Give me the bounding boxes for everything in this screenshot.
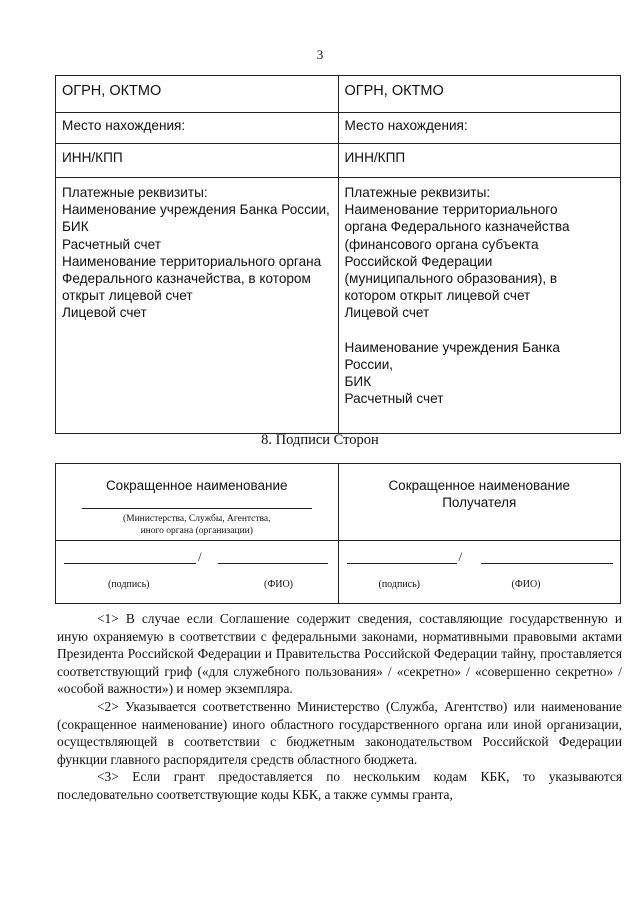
left-payment-cell xyxy=(56,178,339,434)
right-payment-line: Наименование учреждения Банка xyxy=(344,339,560,355)
right-location-cell xyxy=(338,113,621,144)
left-fio-caption: (ФИО) xyxy=(264,579,294,590)
right-location-text: Место нахождения: xyxy=(344,118,468,133)
left-inn-text: ИНН/КПП xyxy=(62,150,123,165)
requisites-table xyxy=(55,75,621,434)
right-payment-line: Лицевой счет xyxy=(344,305,430,321)
left-payment-line: Наименование территориального органа xyxy=(62,253,322,269)
left-signature-slash: / xyxy=(198,549,202,564)
right-heading-line-1: Сокращенное наименование xyxy=(388,478,571,493)
left-signature-fields xyxy=(56,541,339,604)
right-payment-line: Платежные реквизиты: xyxy=(344,185,491,200)
right-fio-line[interactable] xyxy=(481,563,613,564)
right-inn-text: ИНН/КПП xyxy=(344,150,406,165)
right-signature-fields xyxy=(338,541,621,604)
right-payment-line: (финансового органа субъекта xyxy=(344,236,539,252)
left-signature-line[interactable] xyxy=(64,563,196,564)
footnote-1: <1> В случае если Соглашение содержит сведения, составляющие государственную и иную охраняемую в соответствии с федеральными законами, нормативными правовыми актами Президента Российской Федерации и Правительства Российской Федерации тайну, проставляется соответствующий гриф («для служебного пользования» / «секретно» / «совершенно секретно» / «особой важности») и номер экземпляра. xyxy=(57,611,622,697)
left-ogrn-text: ОГРН, ОКТМО xyxy=(62,83,162,99)
left-location-text: Место нахождения: xyxy=(62,118,186,133)
left-inn-cell xyxy=(56,144,339,178)
right-payment-line: Российской Федерации xyxy=(344,253,493,269)
left-signature-heading: Сокращенное наименование xyxy=(105,478,288,493)
right-signature-line[interactable] xyxy=(347,563,457,564)
right-payment-line: России, xyxy=(344,356,394,372)
left-payment-line: открыт лицевой счет xyxy=(62,288,193,304)
right-payment-spacer xyxy=(345,322,615,339)
right-fio-caption: (ФИО) xyxy=(511,579,541,590)
footnote-3: <3> Если грант предоставляется по нескольким кодам КБК, то указываются последовательно соответствующие коды КБК, а также суммы гранта, xyxy=(57,769,622,802)
left-payment-line: Наименование учреждения Банка России, xyxy=(62,202,330,218)
left-subtext-line-1: (Министерства, Службы, Агентства, xyxy=(122,514,271,524)
left-subtext-line-2: иного органа (организации) xyxy=(140,526,253,536)
footnotes xyxy=(57,610,622,804)
right-payment-line: органа Федерального казначейства xyxy=(344,219,570,235)
right-inn-cell xyxy=(338,144,621,178)
right-payment-line: Наименование территориального xyxy=(344,202,558,218)
left-ogrn-cell xyxy=(56,76,339,113)
right-signature-slash: / xyxy=(458,549,463,564)
signatures-table xyxy=(55,463,621,604)
right-ogrn-text: ОГРН, ОКТМО xyxy=(344,83,444,99)
right-payment-line: (муниципального образования), в xyxy=(344,271,558,287)
left-sign-caption: (подпись) xyxy=(108,579,150,590)
right-payment-cell xyxy=(338,178,621,434)
page-number: 3 xyxy=(316,47,324,62)
right-payment-line: котором открыт лицевой счет xyxy=(344,288,531,304)
right-payment-line: БИК xyxy=(344,374,372,390)
left-location-cell xyxy=(56,113,339,144)
left-payment-line: БИК xyxy=(62,219,89,235)
footnote-2: <2> Указывается соответственно Министерство (Служба, Агентство) или наименование (сокращенное наименование) иного областного государственного органа или иной организации, осуществляющей в соответствии с бюджетным законодательством Российской Федерации функции главного распорядителя средств областного бюджета. xyxy=(57,698,622,767)
right-sign-caption: (подпись) xyxy=(378,579,421,590)
right-payment-line: Расчетный счет xyxy=(344,391,444,407)
right-ogrn-cell xyxy=(338,76,621,113)
left-fio-line[interactable] xyxy=(218,563,328,564)
section-title: 8. Подписи Сторон xyxy=(261,432,379,448)
right-heading-line-2: Получателя xyxy=(442,495,517,510)
right-signature-heading xyxy=(340,477,620,511)
left-payment-line: Федерального казначейства, в котором xyxy=(62,271,311,287)
left-payment-line: Платежные реквизиты: xyxy=(62,185,208,200)
left-payment-line: Расчетный счет xyxy=(62,236,161,252)
left-signature-header xyxy=(56,464,339,541)
left-name-underline xyxy=(82,508,312,509)
left-signature-subtext xyxy=(57,513,337,537)
right-signature-header xyxy=(338,464,621,541)
left-payment-line: Лицевой счет xyxy=(62,305,147,321)
